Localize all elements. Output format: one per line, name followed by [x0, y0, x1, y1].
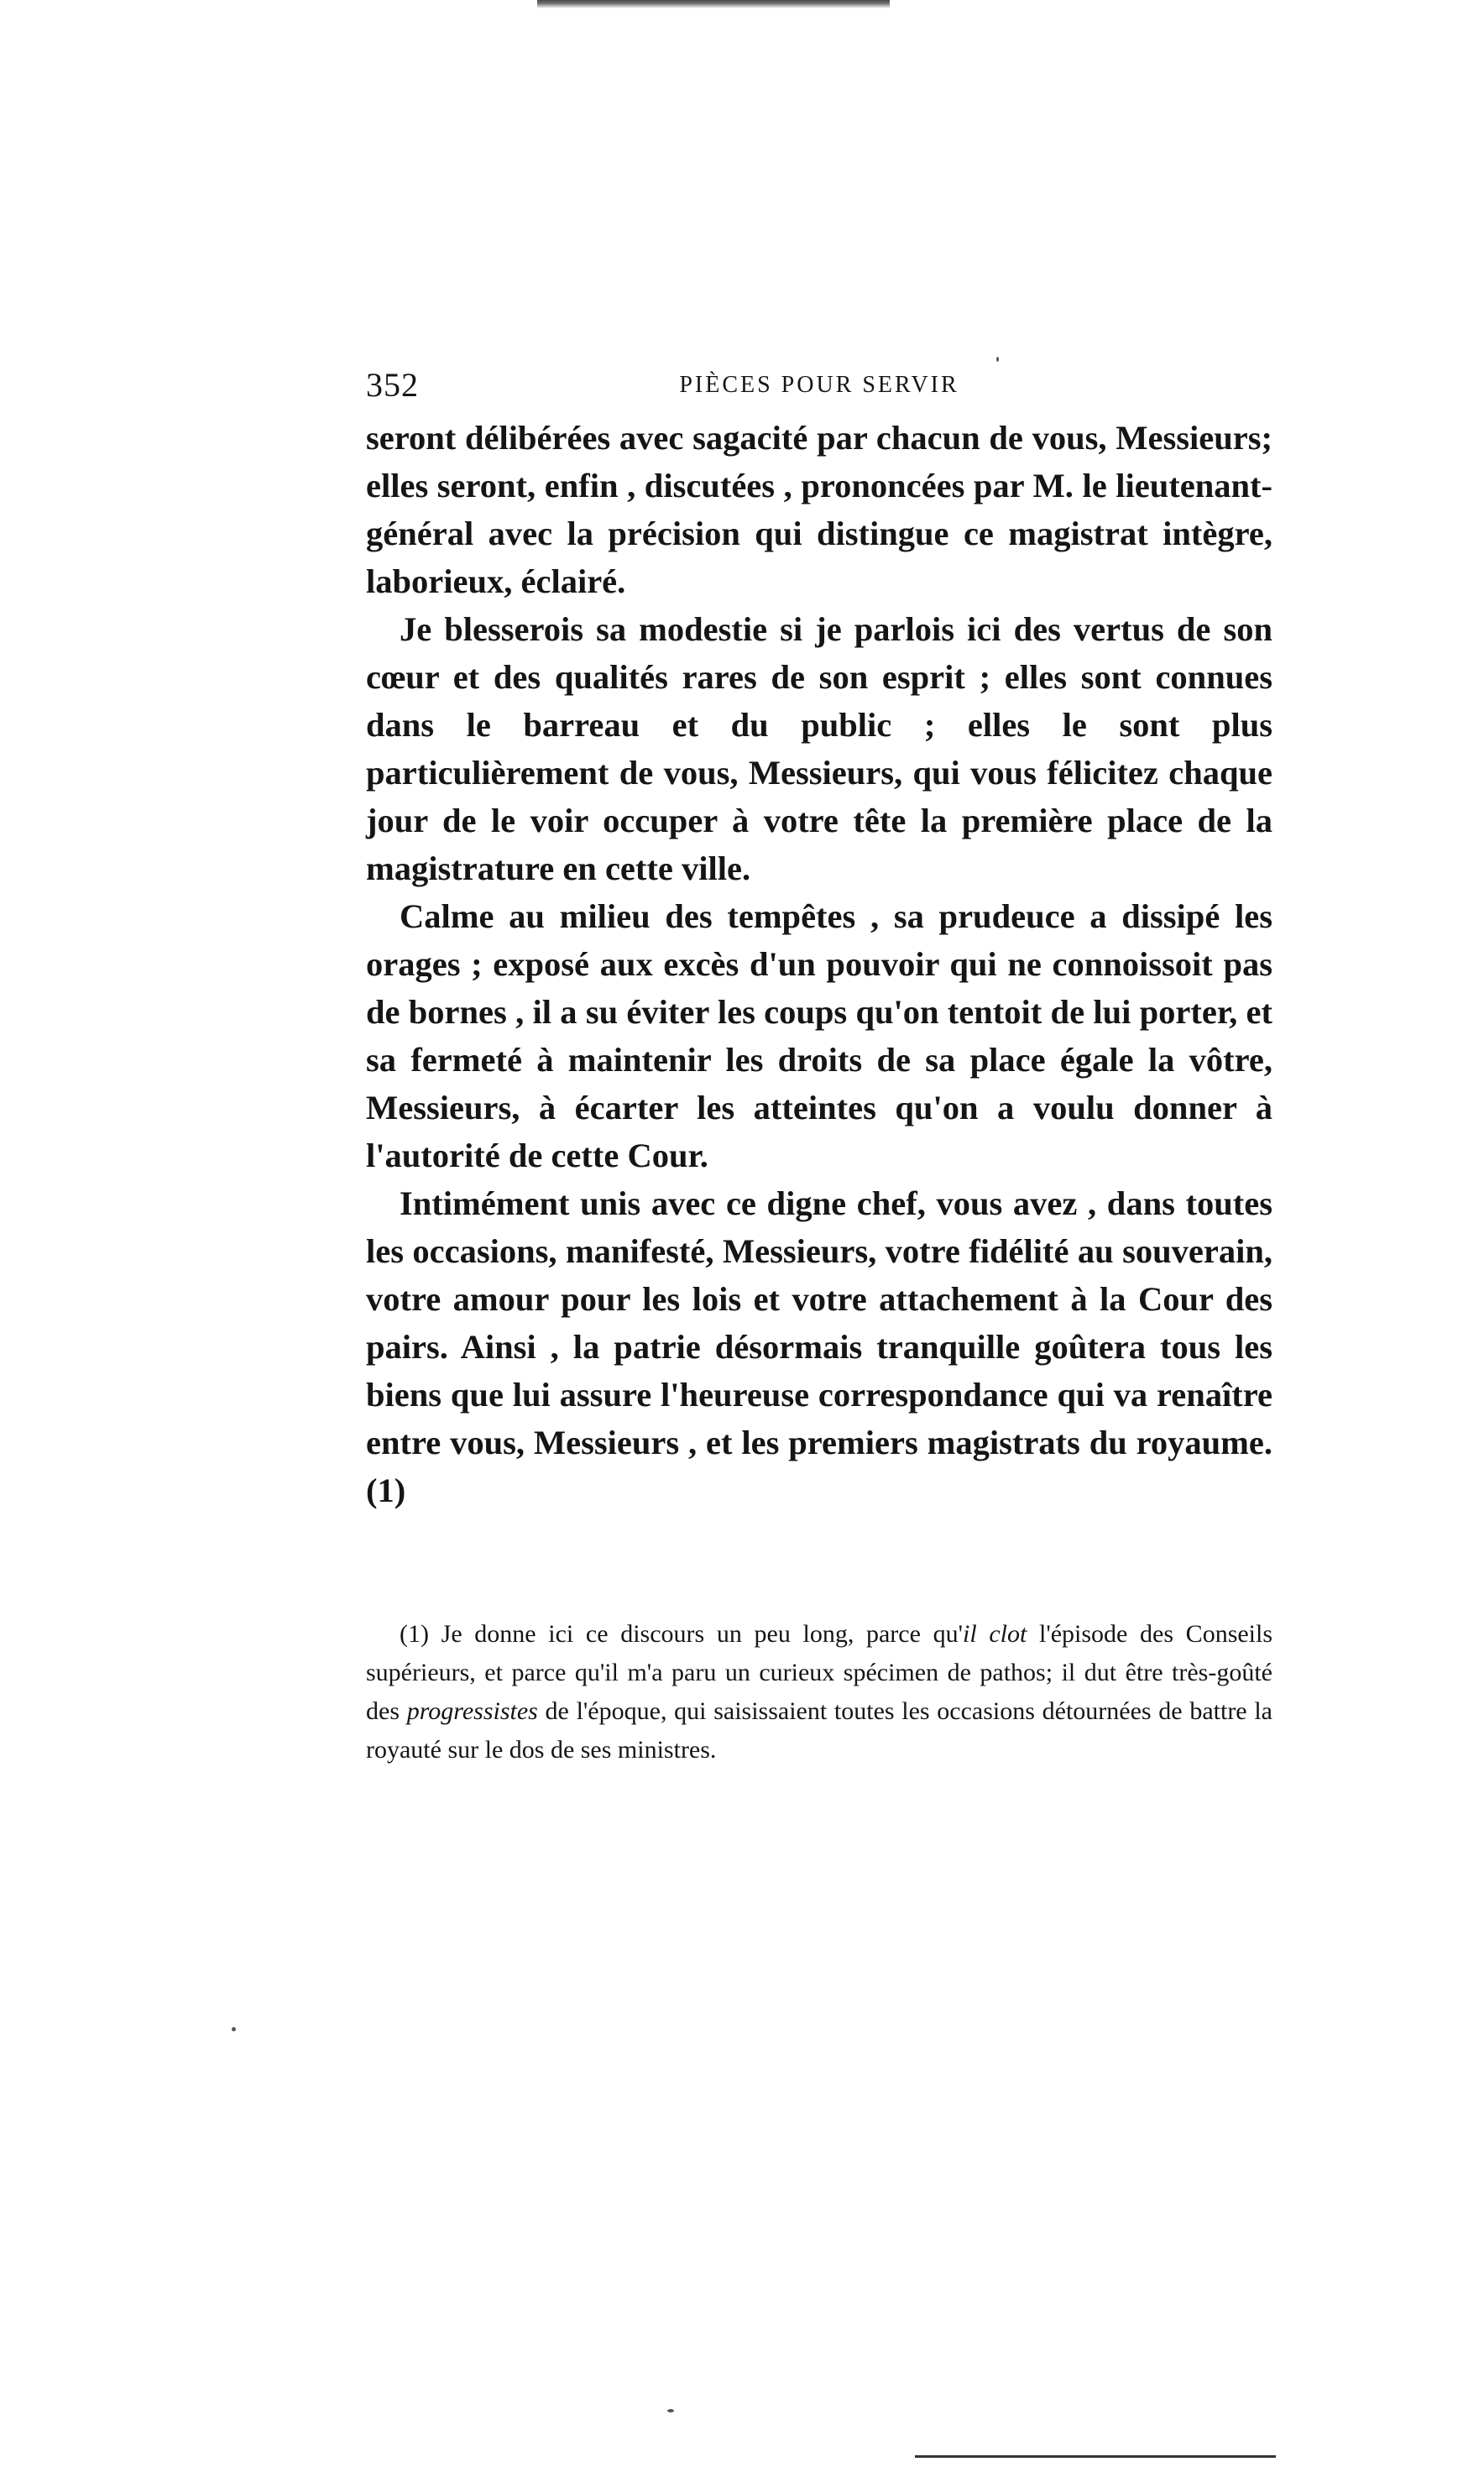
paragraph: Intimément unis avec ce digne chef, vous avez , dans toutes les occasions, manifesté, Messieurs, votre fidélité au souverain, votre amour pour les lois et votre attachement à la Cour des pairs. Ainsi , la patrie désormais tranquille goûtera tous les biens que lui assure l'heureuse correspondance qui va renaître entre vous, Messieurs , et les premiers magistrats du royaume.(1) — [366, 1184, 1272, 1509]
paragraph: seront délibérées avec sagacité par chacun de vous, Messieurs; elles seront, enfin , discutées , prononcées par M. le lieutenant-général avec la précision qui distingue ce magistrat intègre, laborieux, éclairé. — [366, 419, 1272, 600]
footnote-italic: il clot — [963, 1620, 1027, 1648]
book-page — [366, 365, 1272, 1769]
footnote-marker: (1) — [400, 1620, 429, 1648]
page-header — [366, 365, 1272, 409]
scan-speck — [996, 357, 999, 362]
paragraph: Je blesserois sa modestie si je parlois ici des vertus de son cœur et des qualités rares de son esprit ; elles sont connues dans le barreau et du public ; elles le sont plus particulièrement de vous, Messieurs, qui vous félicitez chaque jour de le voir occuper à votre tête la première place de la magistrature en cette ville. — [366, 610, 1272, 887]
running-title: PIÈCES POUR SERVIR — [679, 372, 959, 398]
main-text — [366, 414, 1272, 1514]
page-number: 352 — [366, 366, 419, 404]
scan-speck — [232, 2027, 236, 2031]
footnote-text: de l'époque, qui saisissaient toutes les occasions détournées de battre la royauté sur le dos de ses ministres. — [366, 1697, 1272, 1764]
scan-edge-bottom — [915, 2455, 1276, 2458]
paragraph: Calme au milieu des tempêtes , sa prudeuce a dissipé les orages ; exposé aux excès d'un pouvoir qui ne connoissoit pas de bornes , il a su éviter les coups qu'on tentoit de lui porter, et sa fermeté à maintenir les droits de sa place égale la vôtre, Messieurs, à écarter les atteintes qu'on a voulu donner à l'autorité de cette Cour. — [366, 897, 1272, 1174]
footnote-italic: progressistes — [406, 1697, 538, 1725]
scan-speck — [667, 2409, 674, 2412]
footnote-text: l'épisode des Conseils supérieurs, et parce qu'il m'a paru un curieux spécimen de pathos; il dut être très-goûté des — [366, 1620, 1273, 1725]
scan-edge-top — [537, 0, 890, 8]
footnote — [366, 1615, 1272, 1769]
footnote-text: Je donne ici ce discours un peu long, parce qu' — [441, 1620, 963, 1648]
